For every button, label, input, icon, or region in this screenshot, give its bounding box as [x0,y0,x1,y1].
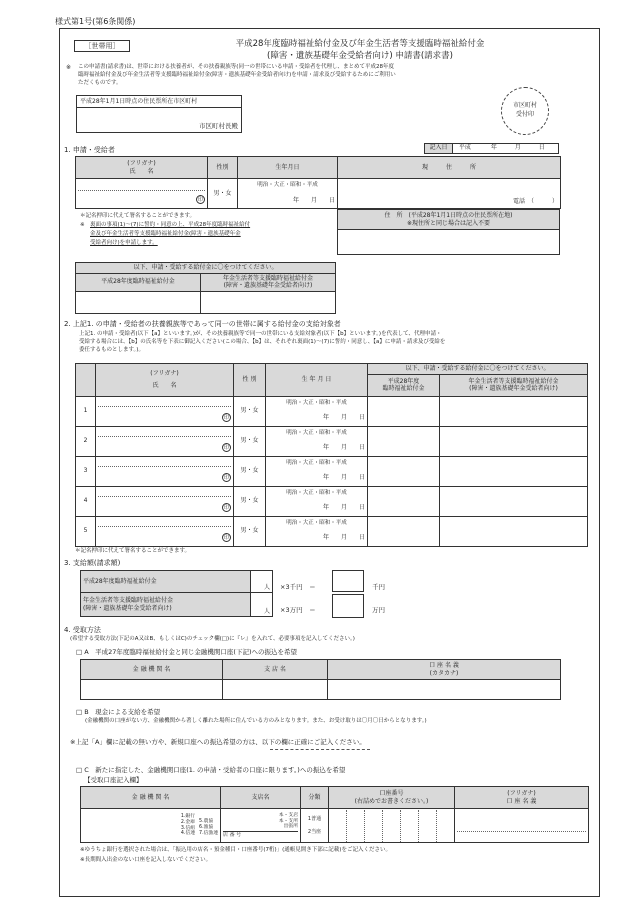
dependent-row-number: 2 [76,426,96,456]
birthdate-header: 生年月日 [238,157,338,179]
dependent-name-field[interactable] [96,396,234,426]
account-c-branch-header: 支店名 [221,787,301,809]
amount-row-temporary: 平成28年度臨時福祉給付金 [81,571,251,593]
receiving-account-label: 【受取口座記入欄】 [84,776,143,784]
option-c-checkbox[interactable]: □ C 新たに指定した、金融機関口座(1. の申請・受給者の口座に限ります。)への振込を希望 [76,766,346,774]
section2-desc3: 委任するものとします。)。 [79,347,144,353]
account-c-number-field[interactable] [329,809,455,843]
dependent-row-number: 4 [76,486,96,516]
row-number-header [76,364,96,397]
benefit-select-temporary[interactable] [76,291,201,313]
notice-mark: ※ [66,64,72,71]
benefit-col-pension: 年金生活者等支援臨時福祉給付金 (障害・遺族基礎年金受給者向け) [201,273,336,291]
seal-note: ＊記名押印に代えて署名することができます。 [80,213,196,219]
dependent-gender-field[interactable]: 男・女 [234,396,266,426]
calc-temporary: ×3千円 ＝ [280,583,316,591]
amount-row-pension: 年金生活者等支援臨時福祉給付金 (障害・遺族基礎年金受給者向け) [81,593,251,617]
dependent-gender-field[interactable]: 男・女 [234,426,266,456]
dependent-name-field[interactable] [96,516,234,546]
section2-title: 2. 上記1. の申請・受給者の扶養親族等であって同一の世帯に属する給付金の支給対象者 [64,320,341,328]
option-b-checkbox[interactable]: □ B 現金による支給を希望 [76,708,161,716]
applicant-name-field[interactable] [76,179,208,209]
account-a-branch-field[interactable] [223,680,328,700]
section4-desc: (希望する受取方法(下記のA又はB、もしくはC)のチェック欄(□)に『レ』を入れて、必要事項を記入してください。) [70,636,355,642]
section2-desc2: 受給する場合には、【b】の氏名等を下表に御記入ください(この場合、【b】は、それぞれ裏面(1)～(7)に誓約・同意し、【a】に申請・請求及び受給を [79,339,446,345]
seal-icon: 印 [223,415,229,421]
dependent-name-field[interactable] [96,486,234,516]
account-c-number-header: 口座番号 (右詰めでお書きください。) [329,787,455,809]
account-a-bank-field[interactable] [81,680,223,700]
result-pension[interactable] [332,594,364,618]
dependent-row [76,516,588,546]
birthdate-field[interactable]: 明治・大正・昭和・平成 年 月 日 [238,179,338,209]
dependent-name-field[interactable] [96,426,234,456]
account-c-holder-header: (フリガナ) 口 座 名 義 [455,787,589,809]
dependent-select-temporary[interactable] [368,516,440,546]
entry-date-day[interactable]: 日 [538,144,545,151]
dependent-select-pension[interactable] [440,516,588,546]
account-c-holder-field[interactable] [455,809,589,843]
account-a-branch-header: 支 店 名 [223,660,328,680]
amount-persons-pension[interactable]: 人 [251,593,273,617]
dependent-birthdate-header: 生 年 月 日 [266,364,368,397]
applicant-name-header: (フリガナ) 氏 名 [76,157,208,179]
form-title-line1: 平成28年度臨時福祉給付金及び年金生活者等支援臨時福祉給付金 [235,39,485,49]
pledge-line1: 裏面の事項(1)～(7)に誓約・同意の上、平成28年度臨時福祉給付 [90,222,251,228]
pledge-line3: 受給者向け)を申請します。 [90,240,158,246]
account-a-bank-header: 金 融 機 関 名 [81,660,223,680]
option-b-note: (金融機関の口座がない方、金融機関から著しく離れた場所に住んでいる方のみとなります。また、お受け取りは〇月〇日からとなります。) [85,718,427,724]
benefit-select-pension[interactable] [201,291,336,313]
section4-title: 4. 受取方法 [64,626,101,634]
dependent-benefit-header: 以下、申請・受給する給付金に〇をつけてください。 [368,364,588,375]
result-unit-pension: 万円 [372,606,385,614]
dependent-birthdate-field[interactable]: 明治・大正・昭和・平成 年 月 日 [266,456,368,486]
account-c-bank-field[interactable]: 1.銀行 2.金庫 3.信組 4.信連 5.農協 6.漁協 7.信漁連 [81,809,221,843]
amount-persons-temporary[interactable]: 人 [251,571,273,593]
dependent-gender-field[interactable]: 男・女 [234,486,266,516]
footnote-dormant: ※長期間入出金のない口座を記入しないでください。 [80,857,212,863]
stamp-label-line2: 受付印 [515,111,534,118]
dependent-row [76,456,588,486]
gender-field[interactable]: 男・女 [208,179,238,209]
municipality-label: 平成28年1月1日時点の住民票所在市区町村 [76,95,242,108]
address-field[interactable]: 電話 （ ） [338,179,561,209]
stamp-label-line1: 市区町村 [512,102,537,109]
seal-icon: 印 [223,535,229,541]
dependent-name-field[interactable] [96,456,234,486]
dependent-name-header: (フリガナ) 氏 名 [96,364,234,397]
divider-dashed [270,749,370,759]
dependent-gender-header: 性 別 [234,364,266,397]
dependents-table [75,363,588,547]
amount-table [80,570,273,617]
calc-pension: ×3万円 ＝ [280,606,316,614]
household-tag: ［世帯用］ [74,40,130,52]
dependent-col-temporary: 平成28年度 臨時福祉給付金 [368,374,440,396]
gender-header: 性別 [208,157,238,179]
dependent-select-temporary[interactable] [368,426,440,456]
seal-icon: 印 [223,445,229,451]
notice-line3: ただくものです。 [78,80,122,86]
dependent-row [76,486,588,516]
section3-title: 3. 支給額(請求額) [64,559,121,567]
account-a-holder-header: 口 座 名 義 (カタカナ) [328,660,561,680]
branch-number-label: 店 番 号 [223,831,298,838]
pledge-line2: 金及び年金生活者等支援臨時福祉給付金(障害・遺族基礎年金 [90,231,241,237]
dependent-birthdate-field[interactable]: 明治・大正・昭和・平成 年 月 日 [266,516,368,546]
municipality-mayor: 市区町村長殿 [199,122,238,130]
pledge-mark: ※ [80,222,85,228]
seal-icon: 印 [197,197,203,203]
account-c-branch-field[interactable]: 本・支店 本・支所 出張所 店 番 号 [221,809,301,843]
dependent-birthdate-field[interactable]: 明治・大正・昭和・平成 年 月 日 [266,426,368,456]
section2-desc1: 上記1. の申請・受給者(以下【a】といいます。)が、その扶養親族等で同一の世帯にいる支給対象者(以下【b】といいます。)を代表して、代理申請・ [79,331,442,337]
option-a-checkbox[interactable]: □ A 平成27年度臨時福祉給付金と同じ金融機関口座(下記)への振込を希望 [76,648,297,656]
account-a-holder-field[interactable] [328,680,561,700]
section1-title: 1. 申請・受給者 [64,146,115,154]
dependent-select-temporary[interactable] [368,486,440,516]
account-c-table [80,786,589,843]
form-title-line2: (障害・遺族基礎年金受給者向け) 申請書(請求書) [267,51,453,61]
entry-date-era: 平成 [458,144,471,151]
applicant-benefit-table [75,262,336,314]
entry-date-month[interactable]: 月 [514,144,521,151]
benefit-col-temporary: 平成28年度臨時福祉給付金 [76,273,201,291]
footnote-yucho: ※ゆうちょ銀行を選択された場合は、「振込用の店名・預金種目・口座番号(7桁)」(通帳見開き下部に記載)をご記入ください。 [80,847,391,853]
dependent-select-temporary[interactable] [368,396,440,426]
dependent-row-number: 1 [76,396,96,426]
dependent-gender-field[interactable]: 男・女 [234,516,266,546]
applicant-table [75,156,561,209]
dependent-gender-field[interactable]: 男・女 [234,456,266,486]
entry-date-label: 記入日 [425,144,453,153]
dependent-select-pension[interactable] [440,426,588,456]
dependent-row-number: 3 [76,456,96,486]
account-c-type-header: 分類 [301,787,329,809]
account-c-bank-header: 金 融 機 関 名 [81,787,221,809]
dependent-row-number: 5 [76,516,96,546]
dependent-select-pension[interactable] [440,486,588,516]
dependent-birthdate-field[interactable]: 明治・大正・昭和・平成 年 月 日 [266,396,368,426]
dependent-select-pension[interactable] [440,396,588,426]
seal-icon: 印 [223,475,229,481]
entry-date-year[interactable]: 年 [490,144,497,151]
account-c-type-field[interactable]: 1普通 2当座 [301,809,329,843]
account-a-table [80,659,561,700]
notice-line2: 臨時福祉給付金及び年金生活者等支援臨時福祉給付金(障害・遺族基礎年金受給者向け)を申請・請求及び受給するためにご利用い [78,72,396,78]
dependent-col-pension: 年金生活者等支援臨時福祉給付金 (障害・遺族基礎年金受給者向け) [440,374,588,396]
dependents-seal-note: ＊記名押印に代えて署名することができます。 [75,548,191,554]
address-header: 現 住 所 [338,157,561,179]
result-unit-temporary: 千円 [372,583,385,591]
dependent-select-temporary[interactable] [368,456,440,486]
seal-icon: 印 [223,505,229,511]
new-account-note: ※上記「A」欄に記載の無い方や、新規口座への振込希望の方は、以下の欄に正確にご記入ください。 [70,738,366,746]
benefit-select-header: 以下、申請・受給する給付金に〇をつけてください。 [76,263,336,274]
dependent-select-pension[interactable] [440,456,588,486]
dependent-row [76,426,588,456]
result-temporary[interactable] [332,570,364,592]
dependent-row [76,396,588,426]
form-number: 様式第1号(第6条関係) [55,17,136,26]
dependent-birthdate-field[interactable]: 明治・大正・昭和・平成 年 月 日 [266,486,368,516]
resident-address-header: 住 所 (平成28年1月1日時点の住民票所在地) ※現住所と同じ場合は記入不要 [338,210,559,230]
entry-date [424,143,559,154]
notice-line1: この申請書(請求書)は、世帯における扶養者が、その扶養親族等(同一の世帯にいる申請・受給者を代理し、まとめて平成28年度 [78,64,394,70]
